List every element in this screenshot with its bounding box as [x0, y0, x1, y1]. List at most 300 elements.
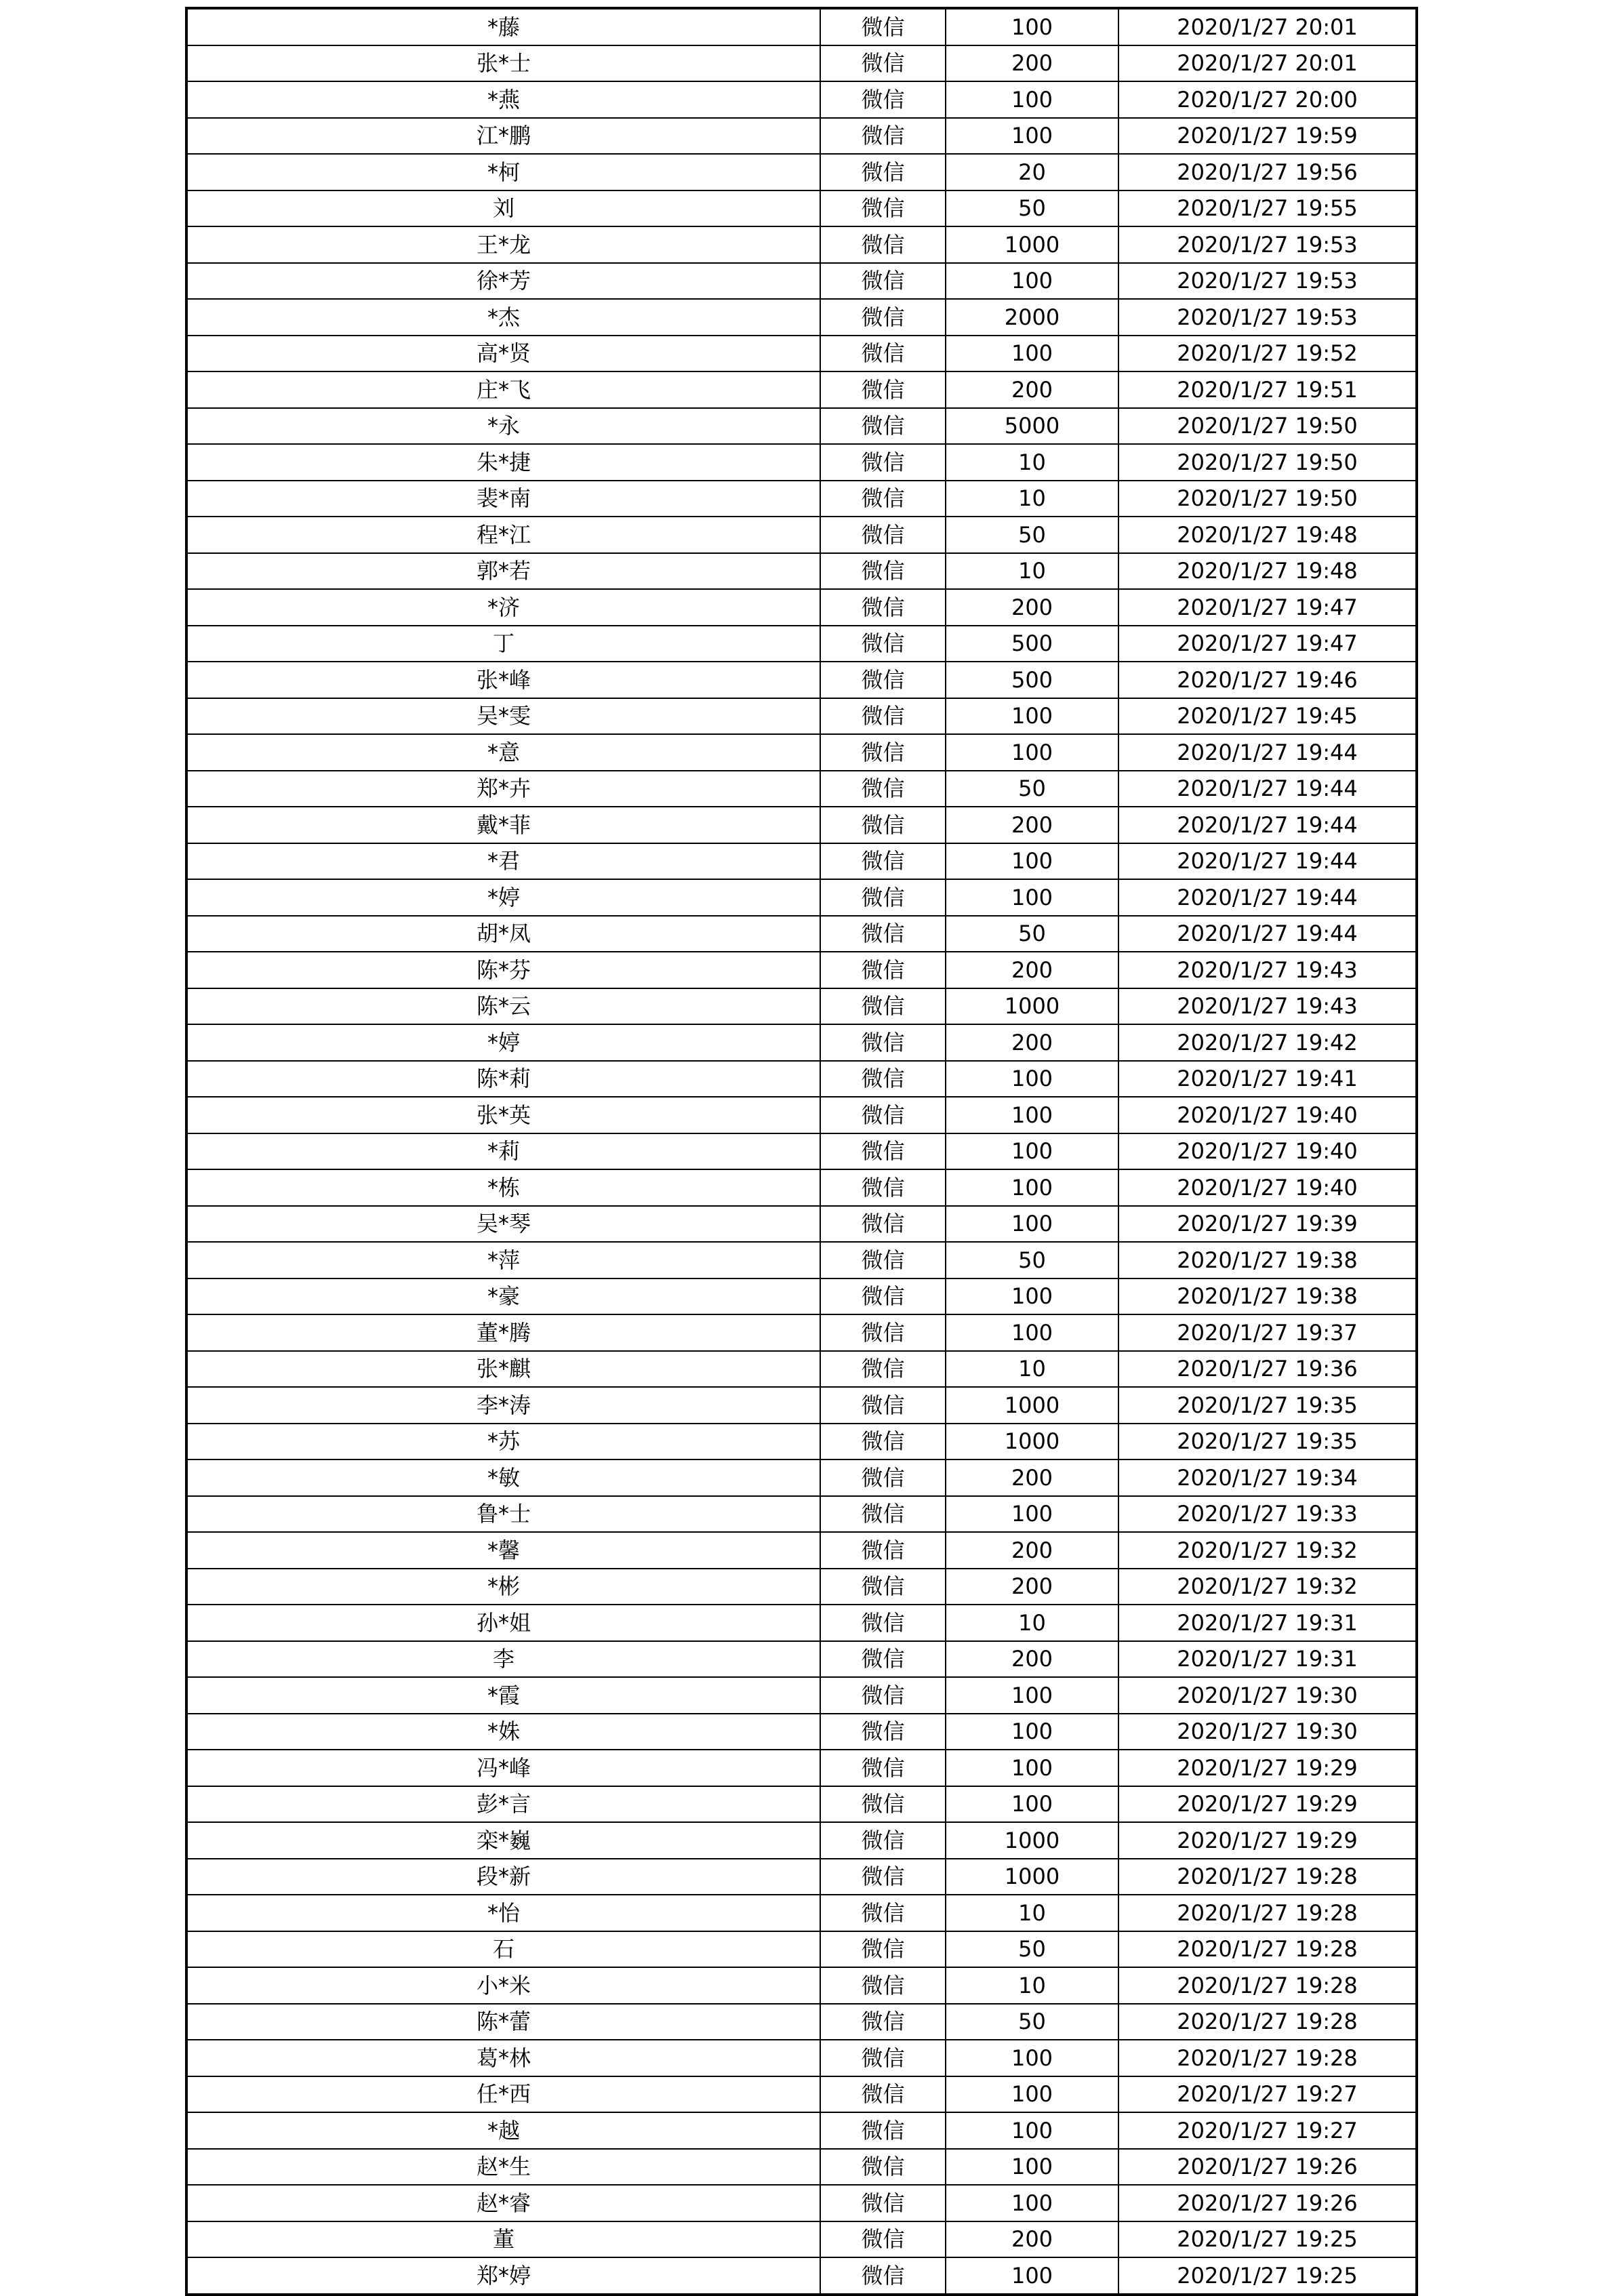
table-row: [186, 2185, 1417, 2221]
time-cell: 2020/1/27 19:43: [1118, 988, 1417, 1025]
time-cell: 2020/1/27 19:43: [1118, 952, 1417, 988]
time-cell: 2020/1/27 19:36: [1118, 1351, 1417, 1388]
time-cell: 2020/1/27 19:52: [1118, 336, 1417, 372]
time-cell: 2020/1/27 19:40: [1118, 1097, 1417, 1133]
amount-cell: 50: [946, 2004, 1118, 2040]
amount-cell: 100: [946, 1278, 1118, 1315]
time-cell: 2020/1/27 19:28: [1118, 1931, 1417, 1968]
donor-name-cell: 陈*蕾: [186, 2004, 820, 2040]
table-row: [186, 1278, 1417, 1315]
donor-name-cell: *栋: [186, 1169, 820, 1206]
time-cell: 2020/1/27 19:26: [1118, 2149, 1417, 2186]
donor-name-cell: 陈*云: [186, 988, 820, 1025]
payment-method-cell: 微信: [820, 1133, 946, 1170]
table-row: [186, 553, 1417, 590]
amount-cell: 10: [946, 444, 1118, 481]
time-cell: 2020/1/27 19:35: [1118, 1387, 1417, 1424]
time-cell: 2020/1/27 19:48: [1118, 517, 1417, 553]
table-row: [186, 263, 1417, 300]
amount-cell: 10: [946, 553, 1118, 590]
amount-cell: 10: [946, 1895, 1118, 1931]
donor-name-cell: 吴*雯: [186, 698, 820, 735]
amount-cell: 100: [946, 263, 1118, 300]
time-cell: 2020/1/27 19:38: [1118, 1278, 1417, 1315]
table-row: [186, 662, 1417, 698]
table-row: [186, 2040, 1417, 2076]
payment-method-cell: 微信: [820, 2185, 946, 2221]
donor-name-cell: 张*英: [186, 1097, 820, 1133]
payment-method-cell: 微信: [820, 299, 946, 336]
time-cell: 2020/1/27 19:28: [1118, 2040, 1417, 2076]
time-cell: 2020/1/27 19:32: [1118, 1532, 1417, 1569]
payment-method-cell: 微信: [820, 1351, 946, 1388]
payment-method-cell: 微信: [820, 843, 946, 880]
donor-name-cell: 赵*生: [186, 2149, 820, 2186]
payment-method-cell: 微信: [820, 1206, 946, 1243]
time-cell: 2020/1/27 19:27: [1118, 2076, 1417, 2113]
time-cell: 2020/1/27 19:29: [1118, 1822, 1417, 1859]
table-row: [186, 1822, 1417, 1859]
payment-method-cell: 微信: [820, 1061, 946, 1097]
amount-cell: 100: [946, 2076, 1118, 2113]
time-cell: 2020/1/27 19:28: [1118, 1859, 1417, 1895]
donor-name-cell: 葛*林: [186, 2040, 820, 2076]
payment-method-cell: 微信: [820, 1931, 946, 1968]
time-cell: 2020/1/27 20:01: [1118, 45, 1417, 82]
payment-method-cell: 微信: [820, 626, 946, 662]
table-row: [186, 154, 1417, 190]
payment-method-cell: 微信: [820, 336, 946, 372]
table-row: [186, 988, 1417, 1025]
table-row: [186, 589, 1417, 626]
donor-name-cell: 小*米: [186, 1967, 820, 2004]
amount-cell: 100: [946, 8, 1118, 45]
table-row: [186, 734, 1417, 771]
table-row: [186, 481, 1417, 517]
time-cell: 2020/1/27 19:56: [1118, 154, 1417, 190]
amount-cell: 200: [946, 589, 1118, 626]
time-cell: 2020/1/27 19:30: [1118, 1714, 1417, 1750]
table-row: [186, 1569, 1417, 1605]
amount-cell: 100: [946, 843, 1118, 880]
amount-cell: 5000: [946, 408, 1118, 445]
donor-name-cell: 鲁*士: [186, 1496, 820, 1533]
table-row: [186, 1097, 1417, 1133]
payment-method-cell: 微信: [820, 1750, 946, 1786]
time-cell: 2020/1/27 19:40: [1118, 1169, 1417, 1206]
time-cell: 2020/1/27 19:38: [1118, 1242, 1417, 1278]
time-cell: 2020/1/27 19:28: [1118, 1967, 1417, 2004]
table-row: [186, 371, 1417, 408]
table-row: [186, 336, 1417, 372]
table-row: [186, 2004, 1417, 2040]
payment-method-cell: 微信: [820, 1822, 946, 1859]
amount-cell: 1000: [946, 1859, 1118, 1895]
time-cell: 2020/1/27 19:59: [1118, 118, 1417, 155]
table-row: [186, 626, 1417, 662]
table-row: [186, 771, 1417, 807]
donor-name-cell: 郑*婷: [186, 2257, 820, 2295]
time-cell: 2020/1/27 19:34: [1118, 1459, 1417, 1496]
payment-method-cell: 微信: [820, 1097, 946, 1133]
amount-cell: 100: [946, 1169, 1118, 1206]
payment-method-cell: 微信: [820, 190, 946, 227]
table-row: [186, 2257, 1417, 2295]
payment-method-cell: 微信: [820, 2004, 946, 2040]
time-cell: 2020/1/27 19:47: [1118, 626, 1417, 662]
payment-method-cell: 微信: [820, 408, 946, 445]
table-row: [186, 1424, 1417, 1460]
payment-method-cell: 微信: [820, 662, 946, 698]
amount-cell: 100: [946, 1786, 1118, 1823]
table-row: [186, 1024, 1417, 1061]
payment-method-cell: 微信: [820, 1569, 946, 1605]
time-cell: 2020/1/27 20:01: [1118, 8, 1417, 45]
time-cell: 2020/1/27 19:31: [1118, 1641, 1417, 1678]
time-cell: 2020/1/27 19:39: [1118, 1206, 1417, 1243]
donor-name-cell: *杰: [186, 299, 820, 336]
payment-method-cell: 微信: [820, 734, 946, 771]
table-row: [186, 226, 1417, 263]
table-row: [186, 698, 1417, 735]
amount-cell: 100: [946, 1677, 1118, 1714]
table-row: [186, 1859, 1417, 1895]
amount-cell: 100: [946, 336, 1118, 372]
table-row: [186, 1677, 1417, 1714]
time-cell: 2020/1/27 19:45: [1118, 698, 1417, 735]
amount-cell: 500: [946, 626, 1118, 662]
amount-cell: 100: [946, 879, 1118, 916]
time-cell: 2020/1/27 19:33: [1118, 1496, 1417, 1533]
time-cell: 2020/1/27 19:25: [1118, 2257, 1417, 2295]
time-cell: 2020/1/27 19:35: [1118, 1424, 1417, 1460]
payment-method-cell: 微信: [820, 1714, 946, 1750]
payment-method-cell: 微信: [820, 2221, 946, 2258]
payment-method-cell: 微信: [820, 1169, 946, 1206]
donor-name-cell: 庄*飞: [186, 371, 820, 408]
donor-name-cell: 裴*南: [186, 481, 820, 517]
time-cell: 2020/1/27 19:28: [1118, 1895, 1417, 1931]
table-row: [186, 1786, 1417, 1823]
table-row: [186, 1061, 1417, 1097]
donor-name-cell: 石: [186, 1931, 820, 1968]
donor-name-cell: *柯: [186, 154, 820, 190]
payment-method-cell: 微信: [820, 8, 946, 45]
time-cell: 2020/1/27 19:44: [1118, 843, 1417, 880]
amount-cell: 50: [946, 517, 1118, 553]
time-cell: 2020/1/27 19:25: [1118, 2221, 1417, 2258]
amount-cell: 200: [946, 45, 1118, 82]
payment-method-cell: 微信: [820, 481, 946, 517]
donor-name-cell: *永: [186, 408, 820, 445]
donor-name-cell: *意: [186, 734, 820, 771]
time-cell: 2020/1/27 19:48: [1118, 553, 1417, 590]
time-cell: 2020/1/27 19:28: [1118, 2004, 1417, 2040]
payment-method-cell: 微信: [820, 2257, 946, 2295]
time-cell: 2020/1/27 19:50: [1118, 444, 1417, 481]
donor-name-cell: 戴*菲: [186, 807, 820, 843]
donor-name-cell: *婷: [186, 1024, 820, 1061]
donor-name-cell: *君: [186, 843, 820, 880]
time-cell: 2020/1/27 19:44: [1118, 807, 1417, 843]
donation-table-body: [186, 8, 1417, 2295]
donor-name-cell: 段*新: [186, 1859, 820, 1895]
time-cell: 2020/1/27 19:44: [1118, 916, 1417, 952]
amount-cell: 50: [946, 1931, 1118, 1968]
donor-name-cell: *婷: [186, 879, 820, 916]
payment-method-cell: 微信: [820, 1532, 946, 1569]
donor-name-cell: 赵*睿: [186, 2185, 820, 2221]
table-row: [186, 1242, 1417, 1278]
amount-cell: 100: [946, 2040, 1118, 2076]
payment-method-cell: 微信: [820, 1641, 946, 1678]
time-cell: 2020/1/27 19:40: [1118, 1133, 1417, 1170]
time-cell: 2020/1/27 19:55: [1118, 190, 1417, 227]
donor-name-cell: 陈*莉: [186, 1061, 820, 1097]
donor-name-cell: 李: [186, 1641, 820, 1678]
payment-method-cell: 微信: [820, 771, 946, 807]
table-row: [186, 2076, 1417, 2113]
amount-cell: 10: [946, 481, 1118, 517]
payment-method-cell: 微信: [820, 988, 946, 1025]
donor-name-cell: 陈*芬: [186, 952, 820, 988]
time-cell: 2020/1/27 19:27: [1118, 2112, 1417, 2149]
time-cell: 2020/1/27 19:50: [1118, 481, 1417, 517]
donor-name-cell: *怡: [186, 1895, 820, 1931]
amount-cell: 1000: [946, 1424, 1118, 1460]
table-row: [186, 1605, 1417, 1641]
amount-cell: 200: [946, 1641, 1118, 1678]
donor-name-cell: 高*贤: [186, 336, 820, 372]
table-row: [186, 1931, 1417, 1968]
payment-method-cell: 微信: [820, 916, 946, 952]
payment-method-cell: 微信: [820, 698, 946, 735]
table-row: [186, 299, 1417, 336]
table-row: [186, 1714, 1417, 1750]
donor-name-cell: *莉: [186, 1133, 820, 1170]
table-row: [186, 1532, 1417, 1569]
time-cell: 2020/1/27 19:30: [1118, 1677, 1417, 1714]
donor-name-cell: *藤: [186, 8, 820, 45]
payment-method-cell: 微信: [820, 1024, 946, 1061]
amount-cell: 200: [946, 1569, 1118, 1605]
payment-method-cell: 微信: [820, 2040, 946, 2076]
time-cell: 2020/1/27 19:50: [1118, 408, 1417, 445]
amount-cell: 1000: [946, 1387, 1118, 1424]
amount-cell: 100: [946, 1496, 1118, 1533]
time-cell: 2020/1/27 19:53: [1118, 226, 1417, 263]
payment-method-cell: 微信: [820, 1242, 946, 1278]
payment-method-cell: 微信: [820, 1967, 946, 2004]
donor-name-cell: 李*涛: [186, 1387, 820, 1424]
amount-cell: 200: [946, 952, 1118, 988]
donor-name-cell: 董*腾: [186, 1314, 820, 1351]
donor-name-cell: 郑*卉: [186, 771, 820, 807]
amount-cell: 200: [946, 1532, 1118, 1569]
payment-method-cell: 微信: [820, 1314, 946, 1351]
amount-cell: 200: [946, 1459, 1118, 1496]
amount-cell: 200: [946, 1024, 1118, 1061]
donation-table: [185, 7, 1418, 2296]
donor-name-cell: 胡*凤: [186, 916, 820, 952]
amount-cell: 100: [946, 1133, 1118, 1170]
table-row: [186, 1351, 1417, 1388]
amount-cell: 200: [946, 371, 1118, 408]
amount-cell: 2000: [946, 299, 1118, 336]
table-row: [186, 1459, 1417, 1496]
amount-cell: 500: [946, 662, 1118, 698]
donor-name-cell: *霞: [186, 1677, 820, 1714]
amount-cell: 20: [946, 154, 1118, 190]
amount-cell: 100: [946, 81, 1118, 118]
payment-method-cell: 微信: [820, 1677, 946, 1714]
payment-method-cell: 微信: [820, 2149, 946, 2186]
donor-name-cell: 张*峰: [186, 662, 820, 698]
amount-cell: 200: [946, 2221, 1118, 2258]
donor-name-cell: 丁: [186, 626, 820, 662]
donor-name-cell: *苏: [186, 1424, 820, 1460]
table-row: [186, 1206, 1417, 1243]
payment-method-cell: 微信: [820, 1895, 946, 1931]
time-cell: 2020/1/27 19:44: [1118, 734, 1417, 771]
payment-method-cell: 微信: [820, 118, 946, 155]
amount-cell: 50: [946, 1242, 1118, 1278]
table-row: [186, 2149, 1417, 2186]
table-row: [186, 2112, 1417, 2149]
amount-cell: 100: [946, 1750, 1118, 1786]
amount-cell: 50: [946, 916, 1118, 952]
donor-name-cell: *燕: [186, 81, 820, 118]
payment-method-cell: 微信: [820, 444, 946, 481]
time-cell: 2020/1/27 19:42: [1118, 1024, 1417, 1061]
amount-cell: 100: [946, 2185, 1118, 2221]
time-cell: 2020/1/27 19:31: [1118, 1605, 1417, 1641]
amount-cell: 1000: [946, 1822, 1118, 1859]
time-cell: 2020/1/27 19:29: [1118, 1750, 1417, 1786]
payment-method-cell: 微信: [820, 371, 946, 408]
time-cell: 2020/1/27 19:41: [1118, 1061, 1417, 1097]
amount-cell: 100: [946, 1061, 1118, 1097]
donor-name-cell: 孙*姐: [186, 1605, 820, 1641]
table-row: [186, 916, 1417, 952]
donor-name-cell: *彬: [186, 1569, 820, 1605]
payment-method-cell: 微信: [820, 2076, 946, 2113]
table-row: [186, 1641, 1417, 1678]
amount-cell: 100: [946, 2149, 1118, 2186]
table-row: [186, 408, 1417, 445]
amount-cell: 50: [946, 190, 1118, 227]
donor-name-cell: 徐*芳: [186, 263, 820, 300]
amount-cell: 100: [946, 1097, 1118, 1133]
amount-cell: 50: [946, 771, 1118, 807]
time-cell: 2020/1/27 19:26: [1118, 2185, 1417, 2221]
time-cell: 2020/1/27 19:46: [1118, 662, 1417, 698]
donor-name-cell: 朱*捷: [186, 444, 820, 481]
time-cell: 2020/1/27 19:53: [1118, 299, 1417, 336]
payment-method-cell: 微信: [820, 589, 946, 626]
donor-name-cell: *敏: [186, 1459, 820, 1496]
payment-method-cell: 微信: [820, 154, 946, 190]
table-row: [186, 190, 1417, 227]
amount-cell: 100: [946, 2112, 1118, 2149]
table-row: [186, 1967, 1417, 2004]
payment-method-cell: 微信: [820, 879, 946, 916]
table-row: [186, 118, 1417, 155]
amount-cell: 1000: [946, 226, 1118, 263]
donor-name-cell: 张*士: [186, 45, 820, 82]
donor-name-cell: *姝: [186, 1714, 820, 1750]
table-row: [186, 517, 1417, 553]
time-cell: 2020/1/27 19:51: [1118, 371, 1417, 408]
payment-method-cell: 微信: [820, 1859, 946, 1895]
table-row: [186, 45, 1417, 82]
time-cell: 2020/1/27 19:44: [1118, 879, 1417, 916]
amount-cell: 200: [946, 807, 1118, 843]
payment-method-cell: 微信: [820, 952, 946, 988]
table-row: [186, 1496, 1417, 1533]
time-cell: 2020/1/27 19:29: [1118, 1786, 1417, 1823]
payment-method-cell: 微信: [820, 1387, 946, 1424]
table-row: [186, 1133, 1417, 1170]
payment-method-cell: 微信: [820, 517, 946, 553]
donor-name-cell: 吴*琴: [186, 1206, 820, 1243]
table-row: [186, 1895, 1417, 1931]
amount-cell: 100: [946, 1314, 1118, 1351]
payment-method-cell: 微信: [820, 807, 946, 843]
table-row: [186, 879, 1417, 916]
donor-name-cell: 栾*巍: [186, 1822, 820, 1859]
table-row: [186, 807, 1417, 843]
time-cell: 2020/1/27 19:32: [1118, 1569, 1417, 1605]
donor-name-cell: 刘: [186, 190, 820, 227]
donor-name-cell: *豪: [186, 1278, 820, 1315]
payment-method-cell: 微信: [820, 1459, 946, 1496]
amount-cell: 10: [946, 1605, 1118, 1641]
time-cell: 2020/1/27 19:37: [1118, 1314, 1417, 1351]
donor-name-cell: 冯*峰: [186, 1750, 820, 1786]
donor-name-cell: 江*鹏: [186, 118, 820, 155]
table-row: [186, 444, 1417, 481]
table-row: [186, 8, 1417, 45]
donor-name-cell: 任*西: [186, 2076, 820, 2113]
payment-method-cell: 微信: [820, 553, 946, 590]
amount-cell: 10: [946, 1967, 1118, 2004]
table-row: [186, 1314, 1417, 1351]
payment-method-cell: 微信: [820, 226, 946, 263]
donor-name-cell: *济: [186, 589, 820, 626]
payment-method-cell: 微信: [820, 263, 946, 300]
donor-name-cell: *馨: [186, 1532, 820, 1569]
time-cell: 2020/1/27 20:00: [1118, 81, 1417, 118]
donor-name-cell: 程*江: [186, 517, 820, 553]
amount-cell: 100: [946, 1206, 1118, 1243]
time-cell: 2020/1/27 19:47: [1118, 589, 1417, 626]
time-cell: 2020/1/27 19:44: [1118, 771, 1417, 807]
table-row: [186, 1750, 1417, 1786]
amount-cell: 10: [946, 1351, 1118, 1388]
amount-cell: 100: [946, 118, 1118, 155]
table-row: [186, 81, 1417, 118]
payment-method-cell: 微信: [820, 1278, 946, 1315]
donor-name-cell: 彭*言: [186, 1786, 820, 1823]
amount-cell: 100: [946, 698, 1118, 735]
amount-cell: 100: [946, 1714, 1118, 1750]
donor-name-cell: 张*麒: [186, 1351, 820, 1388]
amount-cell: 100: [946, 734, 1118, 771]
payment-method-cell: 微信: [820, 81, 946, 118]
donor-name-cell: 王*龙: [186, 226, 820, 263]
table-row: [186, 1169, 1417, 1206]
